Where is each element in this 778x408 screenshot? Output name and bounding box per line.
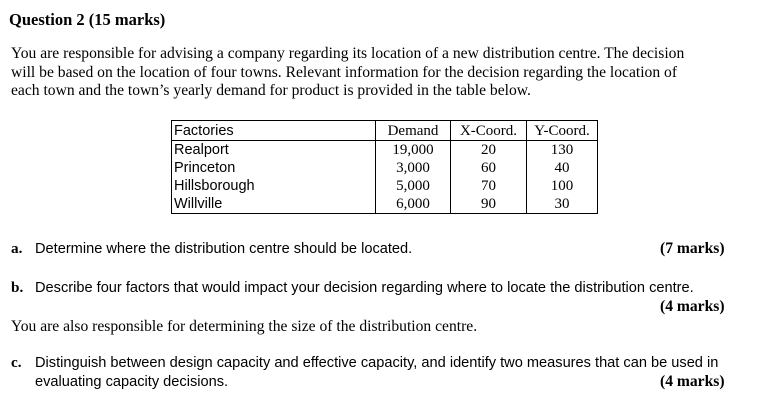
towns-table (171, 120, 598, 214)
intro-line: will be based on the location of four towns. Relevant information for the decision regarding the location of (11, 63, 678, 81)
header-x-coord: X-Coord. (451, 121, 527, 141)
cell-demand: 6,000 (376, 195, 451, 214)
cell-x: 90 (451, 195, 527, 214)
cell-x: 20 (451, 141, 527, 160)
question-text: Distinguish between design capacity and effective capacity, and identify two measures that can be used in (35, 355, 719, 371)
header-factories: Factories (172, 121, 376, 141)
question-letter: b. (11, 279, 24, 296)
marks-label: (4 marks) (660, 298, 725, 315)
cell-demand: 3,000 (376, 159, 451, 177)
question-c-continued (35, 373, 228, 391)
table-row (172, 141, 598, 160)
table-row (172, 159, 598, 177)
cell-y: 100 (527, 177, 598, 195)
cell-town: Realport (172, 141, 376, 160)
marks-label: (7 marks) (660, 240, 725, 257)
intro-line: each town and the town’s yearly demand for product is provided in the table below. (11, 82, 531, 99)
table-row (172, 195, 598, 214)
question-b (11, 279, 694, 297)
cell-y: 30 (527, 195, 598, 214)
intro-paragraph (11, 45, 771, 101)
cell-demand: 5,000 (376, 177, 451, 195)
cell-demand: 19,000 (376, 141, 451, 160)
question-text: Determine where the distribution centre should be located. (35, 241, 413, 257)
table-header-row (172, 121, 598, 141)
cell-town: Willville (172, 195, 376, 214)
question-text: Describe four factors that would impact your decision regarding where to locate the distribution centre. (35, 280, 694, 296)
cell-y: 130 (527, 141, 598, 160)
size-note: You are also responsible for determining the size of the distribution centre. (11, 318, 478, 335)
question-letter: a. (11, 240, 23, 257)
cell-town: Princeton (172, 159, 376, 177)
table-row (172, 177, 598, 195)
cell-x: 70 (451, 177, 527, 195)
question-heading: Question 2 (15 marks) (9, 10, 166, 29)
question-letter: c. (11, 354, 22, 371)
question-a (11, 240, 412, 258)
cell-x: 60 (451, 159, 527, 177)
question-c (11, 354, 718, 372)
header-y-coord: Y-Coord. (527, 121, 598, 141)
question-text: evaluating capacity decisions. (35, 374, 229, 390)
marks-label: (4 marks) (660, 373, 725, 390)
header-demand: Demand (376, 121, 451, 141)
intro-line: You are responsible for advising a company regarding its location of a new distribution centre. The decision (11, 45, 685, 62)
cell-y: 40 (527, 159, 598, 177)
cell-town: Hillsborough (172, 177, 376, 195)
